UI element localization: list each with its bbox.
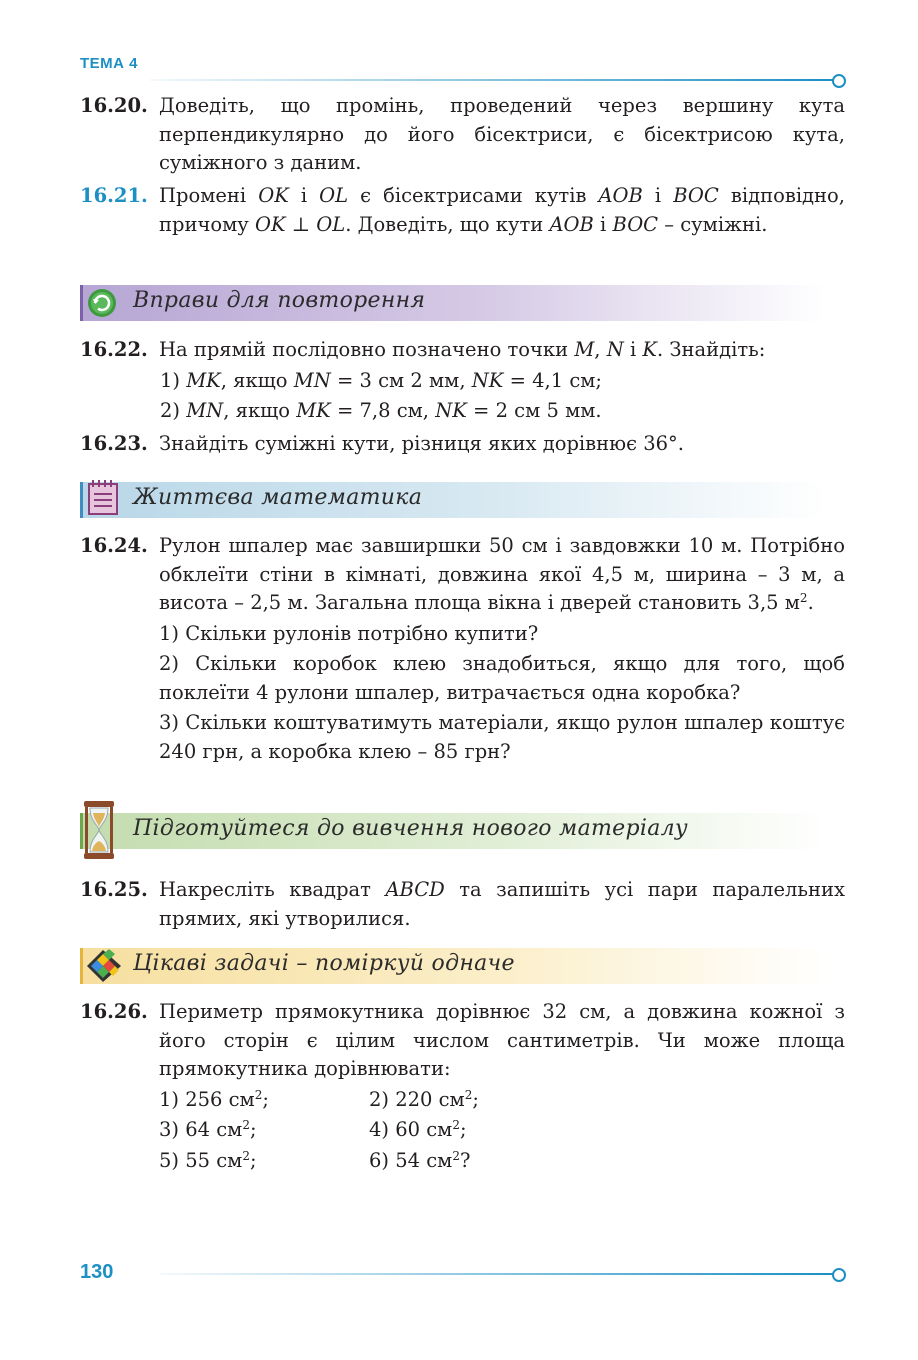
problem-number: 16.23. <box>80 432 148 455</box>
section-banner-interesting <box>80 948 828 984</box>
section-banner-life <box>80 482 828 518</box>
option: 4) 60 $см^2$; <box>369 1118 467 1141</box>
footer-rule-end <box>832 1268 846 1282</box>
hourglass-icon <box>81 799 117 861</box>
problem-16-22 <box>80 336 845 426</box>
problem-16-24 <box>80 532 845 766</box>
question-3: 3) Скільки коштуватимуть матеріали, якщо рулон шпалер коштує 240 грн, а коробка клею – 85 грн? <box>159 711 845 763</box>
refresh-icon <box>85 287 119 319</box>
problem-number: 16.22. <box>80 338 148 361</box>
option: 6) 54 $см^2$? <box>369 1148 471 1172</box>
problem-16-21 <box>80 182 845 239</box>
section-title: Цікаві задачі – поміркуй одначе <box>133 951 515 976</box>
header-rule-end <box>832 74 846 88</box>
section-title: Підготуйтеся до вивчення нового матеріалу <box>133 816 688 841</box>
problem-text: Рулон шпалер має завширшки 50 см і завдовжки 10 м. Потрібно обклеїти стіни в кімнаті, довжина якої 4,5 м, ширина – 3 м, а висота – 2,5 м. Загальна площа вікна і дверей становить 3,5 $м^2$. <box>159 534 845 614</box>
problem-text: Периметр прямокутника дорівнює 32 см, а довжина кожної з його сторін є цілим числом сантиметрів. Чи може площа прямокутника дорівнювати: <box>159 1000 845 1080</box>
problem-number: 16.26. <box>80 1000 148 1023</box>
option: 1) 256 $см^2$; <box>159 1087 269 1111</box>
option: 2) 220 $см^2$; <box>369 1087 479 1111</box>
problem-16-25 <box>80 876 845 933</box>
problem-16-20 <box>80 92 845 178</box>
question-1: 1) Скільки рулонів потрібно купити? <box>159 621 539 645</box>
options-row <box>159 1086 845 1115</box>
problem-text: Знайдіть суміжні кути, різниця яких дорівнює 36°. <box>159 432 684 455</box>
options-row <box>159 1147 845 1176</box>
sub-item: 2) MN, якщо MK = 7,8 см, NK = 2 см 5 мм. <box>160 399 602 422</box>
problem-number: 16.24. <box>80 534 148 557</box>
options-row <box>159 1116 845 1145</box>
option: 3) 64 $см^2$; <box>159 1118 257 1141</box>
section-title: Вправи для повторення <box>133 288 426 313</box>
problem-text: Промені OK і OL є бісектрисами кутів AOB і BOC відповідно, причому OK ⊥ OL. Доведіть, що кути AOB і BOC – суміжні. <box>159 184 845 236</box>
sub-item: 1) MK, якщо MN = 3 см 2 мм, NK = 4,1 см; <box>160 368 602 392</box>
cube-puzzle-icon <box>83 946 125 986</box>
problem-text: Накресліть квадрат ABCD та запишіть усі пари паралельних прямих, які утворилися. <box>159 878 845 930</box>
problem-text: На прямій послідовно позначено точки M, N і K. Знайдіть: <box>159 338 766 361</box>
problem-16-26 <box>80 998 845 1175</box>
section-banner-prepare <box>80 813 828 849</box>
section-title: Життєва математика <box>133 485 423 510</box>
footer-rule <box>160 1273 833 1275</box>
header-rule <box>150 79 833 81</box>
topic-label: ТЕМА 4 <box>80 55 139 72</box>
page-number: 130 <box>80 1261 114 1283</box>
problem-number: 16.21. <box>80 184 148 207</box>
question-2: 2) Скільки коробок клею знадобиться, якщо для того, щоб поклеїти 4 рулони шпалер, витрачається одна коробка? <box>159 652 845 704</box>
problem-number: 16.25. <box>80 878 148 901</box>
problem-number: 16.20. <box>80 94 148 117</box>
problem-text: Доведіть, що промінь, проведений через вершину кута перпендикулярно до його бісектриси, є бісектрисою кута, суміжного з даним. <box>159 94 845 174</box>
section-banner-repeat <box>80 285 828 321</box>
problem-16-23 <box>80 430 845 459</box>
option: 5) 55 $см^2$; <box>159 1148 257 1172</box>
notepad-icon <box>86 478 120 518</box>
